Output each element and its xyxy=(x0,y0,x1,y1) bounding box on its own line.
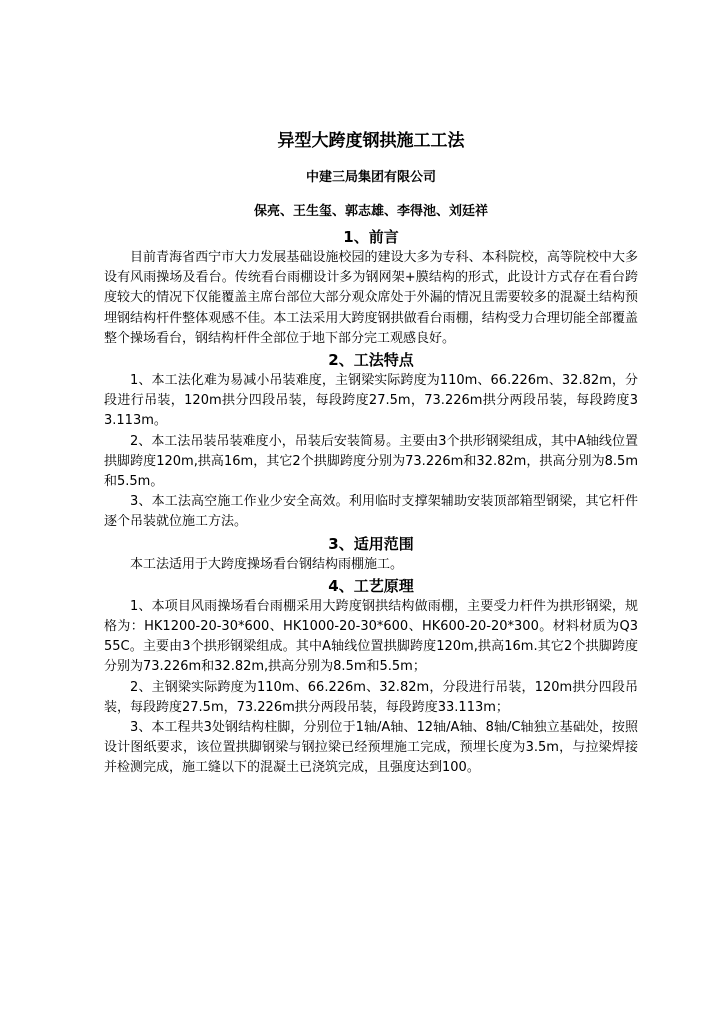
section-preface xyxy=(104,226,638,349)
document-title: 异型大跨度钢拱施工工法 xyxy=(277,131,465,151)
section-heading: 2、工法特点 xyxy=(328,351,414,370)
section-scope xyxy=(104,533,638,575)
company-name: 中建三局集团有限公司 xyxy=(305,170,436,185)
section-heading: 1、前言 xyxy=(343,228,399,246)
section-heading: 3、适用范围 xyxy=(328,534,414,553)
section-heading: 4、工艺原理 xyxy=(328,576,414,595)
paragraph: 2、主钢梁实际跨度为110m、66.226m、32.82m，分段进行吊装，120m拱分四段吊装，每段跨度27.5m，73.226m拱分两段吊装，每段跨度33.113m； xyxy=(104,679,638,715)
paragraph: 1、本项目风雨操场看台雨棚采用大跨度钢拱结构做雨棚，主要受力杆件为拱形钢梁，规格为：HK1200-20-30*600、HK1000-20-30*600、HK600-20-20*300。材料材质为Q355C。主要由3个拱形钢梁组成。其中A轴线位置拱脚跨度120m,拱高16m.其它2个拱脚跨度分别为73.226m和32.82m,拱高分别为8.5m和5.5m； xyxy=(104,598,638,675)
paragraph: 3、本工法高空施工作业少安全高效。利用临时支撑架辅助安装顶部箱型钢梁，其它杆件逐个吊装就位施工方法。 xyxy=(104,494,638,530)
document-page xyxy=(104,128,638,779)
paragraph: 1、本工法化难为易减小吊装难度，主钢梁实际跨度为110m、66.226m、32.82m，分段进行吊装，120m拱分四段吊装，每段跨度27.5m，73.226m拱分两段吊装，每段跨度33.113m。 xyxy=(104,373,638,429)
paragraph: 本工法适用于大跨度操场看台钢结构雨棚施工。 xyxy=(130,556,404,572)
paragraph: 目前青海省西宁市大力发展基础设施校园的建设大多为专科、本科院校，高等院校中大多设有风雨操场及看台。传统看台雨棚设计多为钢网架+膜结构的形式，此设计方式存在看台跨度较大的情况下仅能覆盖主席台部位大部分观众席处于外漏的情况且需要较多的混凝土结构预埋钢结构杆件整体观感不佳。本工法采用大跨度钢拱做看台雨棚，结构受力合理切能全部覆盖整个操场看台，钢结构杆件全部位于地下部分完工观感良好。 xyxy=(104,250,638,346)
section-principle xyxy=(104,575,638,779)
section-features xyxy=(104,349,638,533)
author-list: 保亮、王生玺、郭志雄、李得池、刘廷祥 xyxy=(253,204,488,219)
paragraph: 2、本工法吊装吊装难度小，吊装后安装简易。主要由3个拱形钢梁组成，其中A轴线位置拱脚跨度120m,拱高16m，其它2个拱脚跨度分别为73.226m和32.82m，拱高分别为8.5m和5.5m。 xyxy=(104,433,638,490)
paragraph: 3、本工程共3处钢结构柱脚，分别位于1轴/A轴、12轴/A轴、8轴/C轴独立基础处，按照设计图纸要求，该位置拱脚钢梁与钢拉梁已经预埋施工完成，预埋长度为3.5m，与拉梁焊接并检测完成，施工缝以下的混凝土已浇筑完成，且强度达到100。 xyxy=(104,720,638,776)
